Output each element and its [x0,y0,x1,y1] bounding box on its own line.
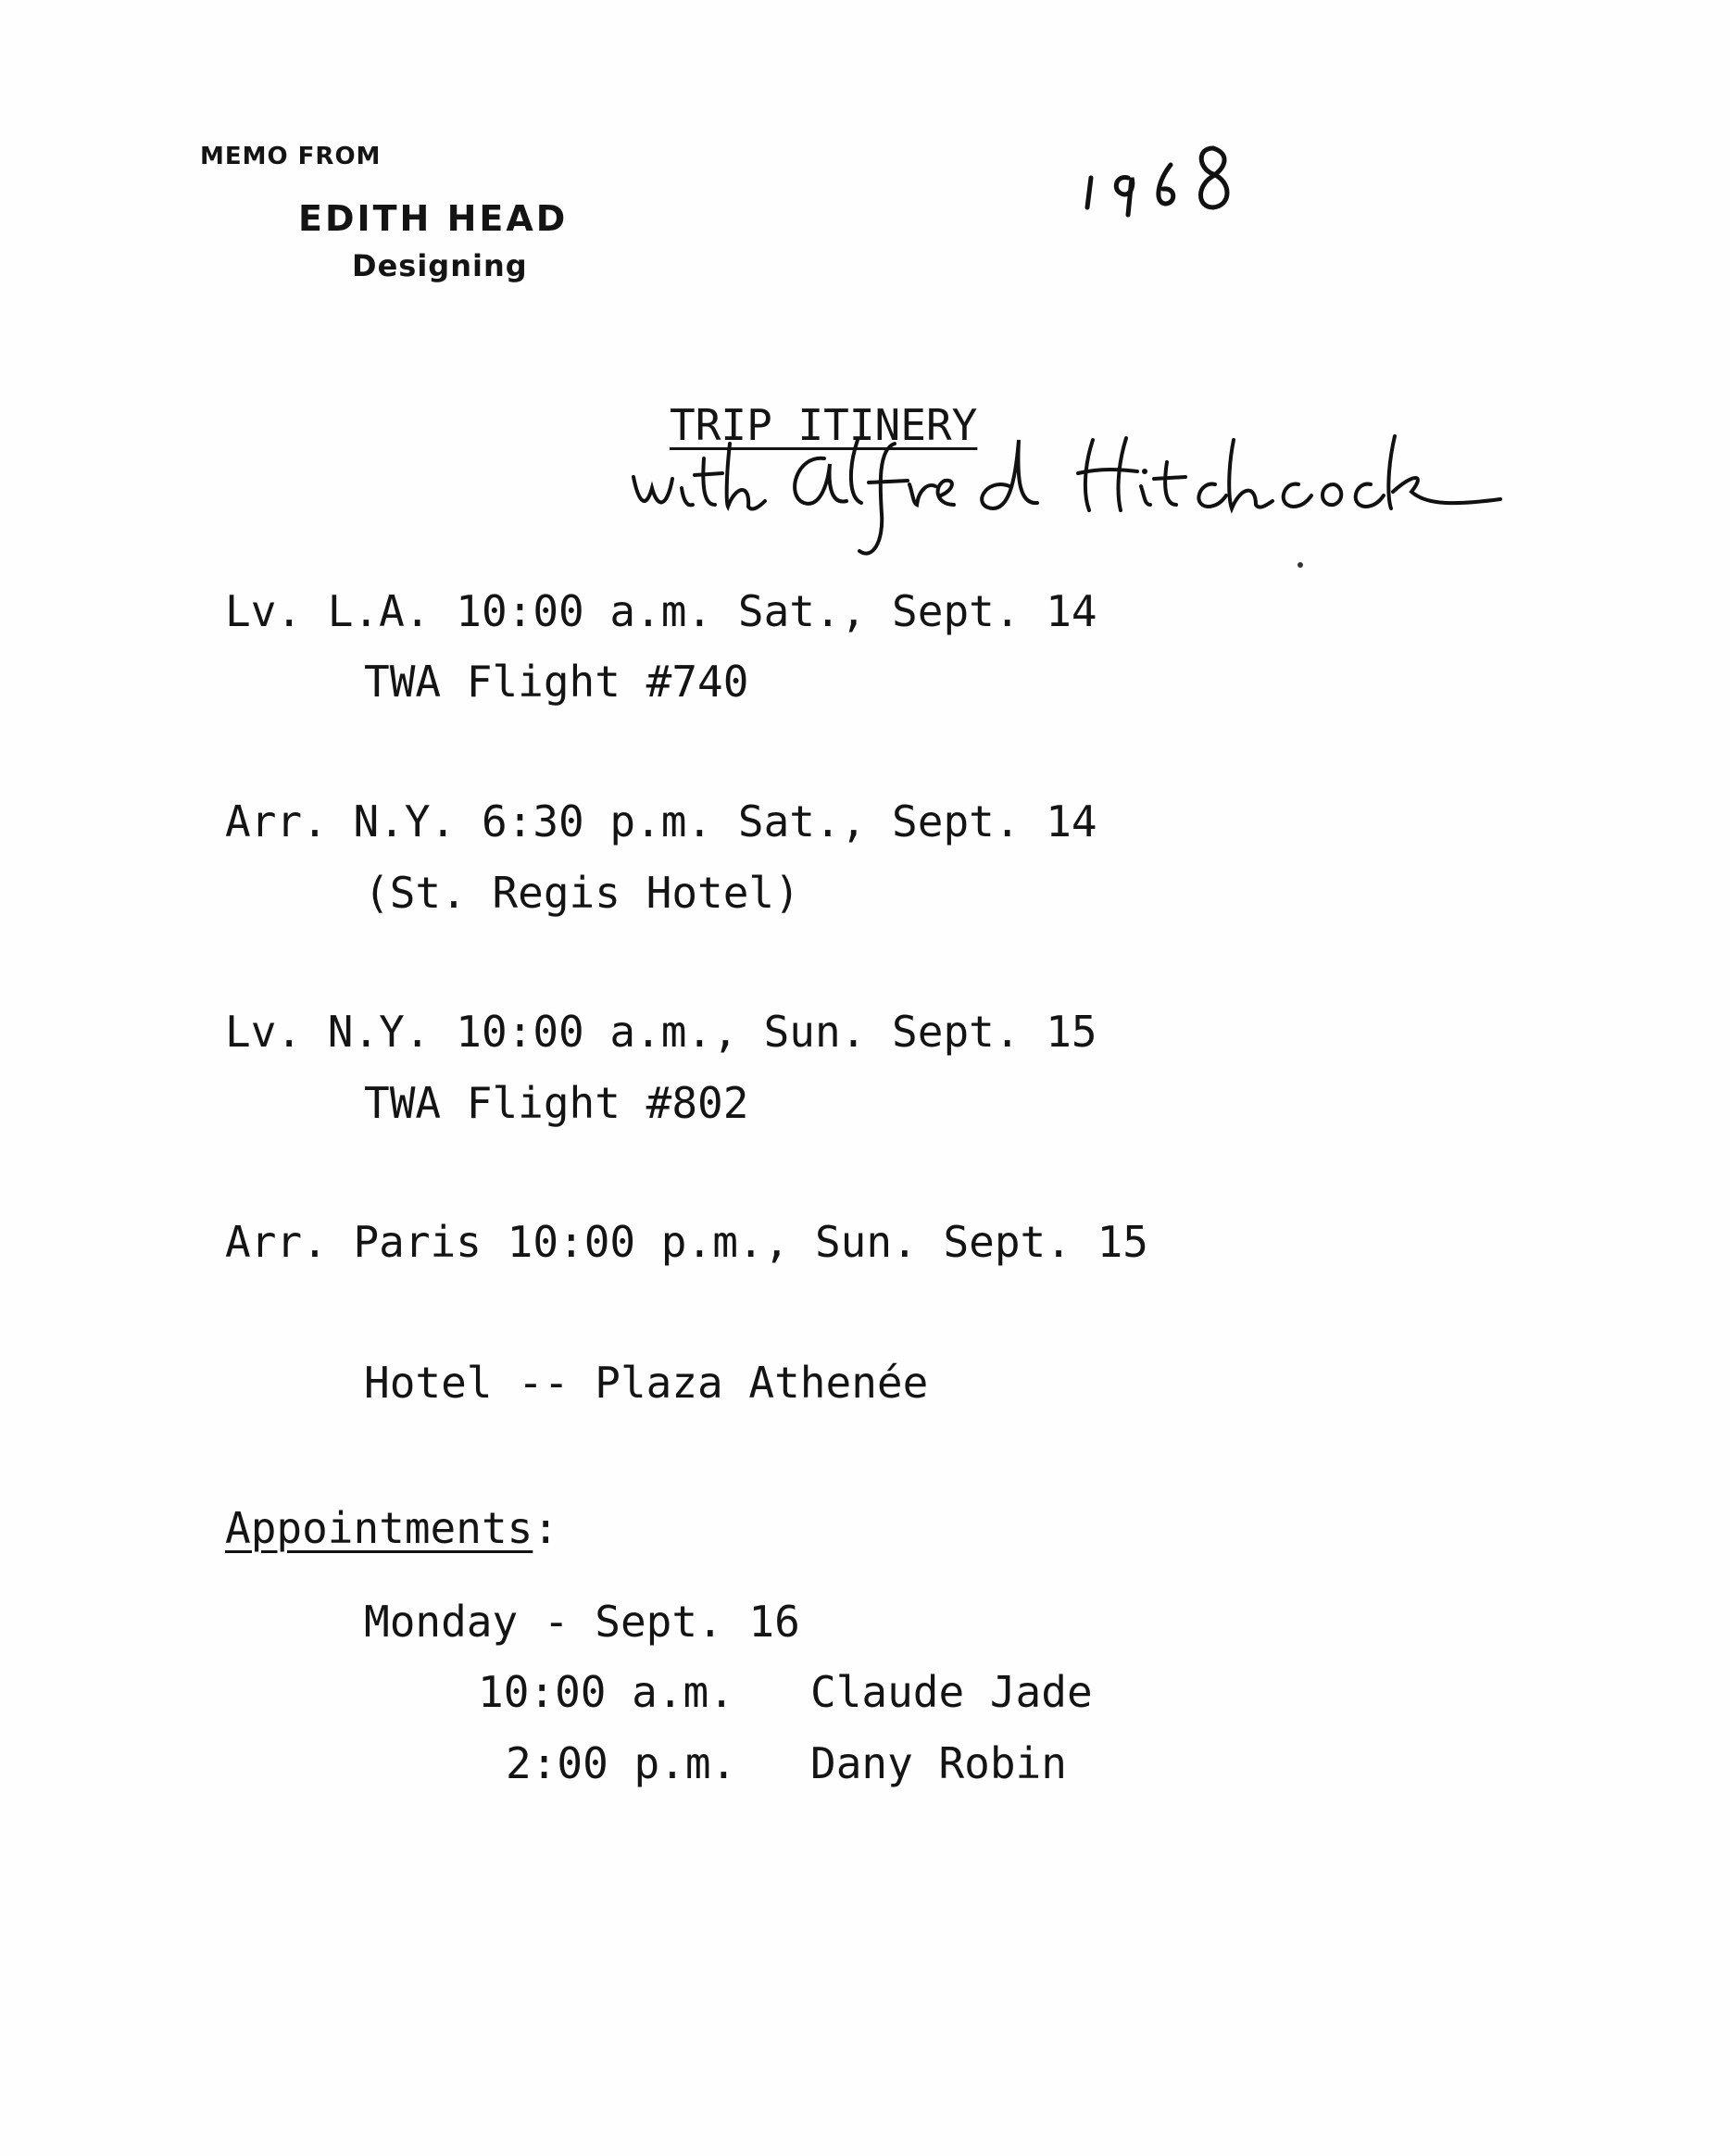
appointments-day: Monday - Sept. 16 [364,1597,800,1647]
leg-2-detail: (St. Regis Hotel) [364,868,800,918]
appointments-heading-colon: : [533,1503,559,1553]
appointments-heading [225,1503,559,1553]
leg-1-detail: TWA Flight #740 [364,657,749,707]
leg-3-line: Lv. N.Y. 10:00 a.m., Sun. Sept. 15 [225,1007,1097,1057]
handwritten-year [1074,141,1250,233]
appointment-1-person: Claude Jade [810,1667,1093,1717]
leg-1-line: Lv. L.A. 10:00 a.m. Sat., Sept. 14 [225,586,1097,636]
sender-name: EDITH HEAD [298,198,569,239]
leg-3-detail: TWA Flight #802 [364,1078,749,1128]
sender-department: Designing [352,248,528,283]
appointment-1-time: 10:00 a.m. [478,1667,734,1717]
hotel-line: Hotel -- Plaza Athenée [364,1358,929,1408]
appointments-heading-text: Appointments [225,1503,533,1553]
appointment-2-time: 2:00 p.m. [506,1738,737,1788]
appointment-2-person: Dany Robin [810,1738,1067,1788]
leg-4-line: Arr. Paris 10:00 p.m., Sun. Sept. 15 [225,1217,1148,1267]
leg-2-line: Arr. N.Y. 6:30 p.m. Sat., Sept. 14 [225,796,1097,846]
handwritten-subtitle [630,431,1510,570]
itinerary-title: TRIP ITINERY [670,400,978,450]
memo-from-label: MEMO FROM [200,143,382,170]
paper-speck [1298,562,1303,568]
